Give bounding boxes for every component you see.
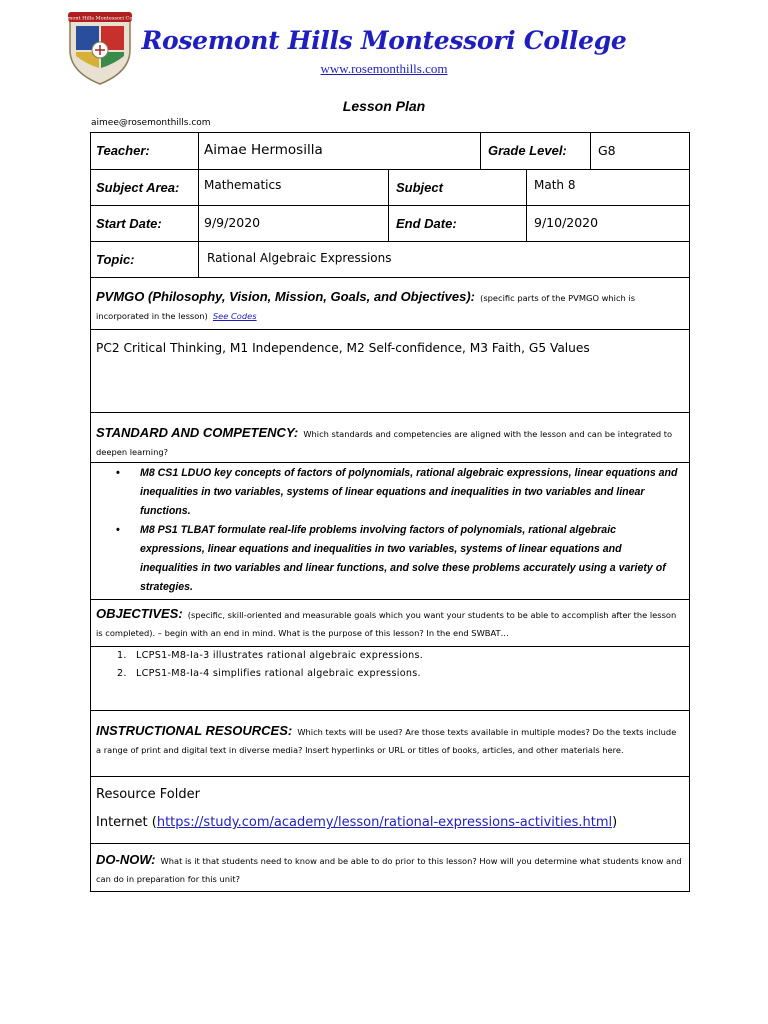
objective-item: 1. LCPS1-M8-Ia-3 illustrates rational algebraic expressions. <box>117 650 424 661</box>
see-codes-link[interactable]: See Codes <box>212 311 257 321</box>
topic-label: Topic: <box>96 252 135 267</box>
start-date-label: Start Date: <box>96 216 162 231</box>
teacher-value: Aimae Hermosilla <box>204 142 323 158</box>
teacher-label: Teacher: <box>96 143 150 158</box>
study-com-link[interactable]: https://study.com/academy/lesson/rational-expressions-activities.html <box>156 815 613 830</box>
end-date-label: End Date: <box>396 216 457 231</box>
standard-note: Which standards and competencies are aligned with the lesson and can be integrated to deepen learning? <box>96 429 673 457</box>
topic-value: Rational Algebraic Expressions <box>207 251 392 265</box>
college-website-link[interactable]: www.rosemonthills.com <box>320 61 448 76</box>
subject-label: Subject <box>396 180 443 195</box>
crest-banner-text: Rosemont Hills Montessori College <box>55 15 145 22</box>
lesson-plan-table <box>90 132 690 892</box>
resources-heading: INSTRUCTIONAL RESOURCES: <box>96 723 293 738</box>
resources-note: Which texts will be used? Are those texts available in multiple modes? Do the texts include a range of print and digital text in diverse media? Insert hyperlinks or URL or titles of books, articles, and other materials here. <box>96 727 677 755</box>
resources-heading-block <box>96 722 684 758</box>
pvmgo-note: (specific parts of the PVMGO which is incorporated in the lesson) <box>96 293 636 321</box>
subject-area-label: Subject Area: <box>96 180 180 195</box>
resource-folder-text: Resource Folder <box>96 787 200 802</box>
standard-heading-block <box>96 424 684 460</box>
objectives-list <box>90 647 682 683</box>
standard-list-block <box>90 464 682 597</box>
pvmgo-content: PC2 Critical Thinking, M1 Independence, M2 Self-confidence, M3 Faith, G5 Values <box>96 341 590 355</box>
bullet: • <box>116 524 120 536</box>
grade-level-label: Grade Level: <box>488 143 567 158</box>
grade-level-value: G8 <box>598 143 616 158</box>
objectives-heading-block <box>96 605 684 641</box>
subject-area-value: Mathematics <box>204 178 282 192</box>
standard-heading: STANDARD AND COMPETENCY: <box>96 425 299 440</box>
standard-item: • M8 PS1 TLBAT formulate real-life problems involving factors of polynomials, rational algebraic expressions, linear equations and inequalities in two variables, systems of linear equations and inequalities in two variables and linear functions, and solve these problems accurately using a variety of strategies. <box>90 521 682 597</box>
objective-item: 2. LCPS1-M8-Ia-4 simplifies rational algebraic expressions. <box>117 668 421 679</box>
pvmgo-heading: PVMGO (Philosophy, Vision, Mission, Goals, and Objectives): <box>96 289 475 304</box>
objectives-list-block <box>90 647 682 683</box>
donow-heading: DO-NOW: <box>96 852 156 867</box>
end-date-value: 9/10/2020 <box>534 215 599 230</box>
document-title: Lesson Plan <box>342 98 426 114</box>
college-name: Rosemont Hills Montessori College <box>141 26 627 55</box>
donow-note: What is it that students need to know and be able to do prior to this lesson? How will you determine what students know and can do in preparation for this unit? <box>96 856 682 884</box>
donow-heading-block <box>96 851 684 887</box>
standard-item: • M8 CS1 LDUO key concepts of factors of polynomials, rational algebraic expressions, linear equations and inequalities in two variables, systems of linear equations and inequalities in two variables and linear functions. <box>90 464 682 521</box>
subject-value: Math 8 <box>534 178 576 192</box>
internet-resource-line: Internet (https://study.com/academy/lesson/rational-expressions-activities.html) <box>96 815 618 830</box>
author-email: aimee@rosemonthills.com <box>91 118 211 128</box>
standard-list <box>90 464 682 597</box>
objectives-heading: OBJECTIVES: <box>96 606 183 621</box>
pvmgo-heading-block <box>96 288 684 324</box>
objectives-note: (specific, skill-oriented and measurable goals which you want your students to be able to accomplish after the lesson is completed). – begin with an end in mind. What is the purpose of this lesson? In the end SWBAT… <box>96 610 677 638</box>
start-date-value: 9/9/2020 <box>204 215 261 230</box>
bullet: • <box>116 467 120 479</box>
